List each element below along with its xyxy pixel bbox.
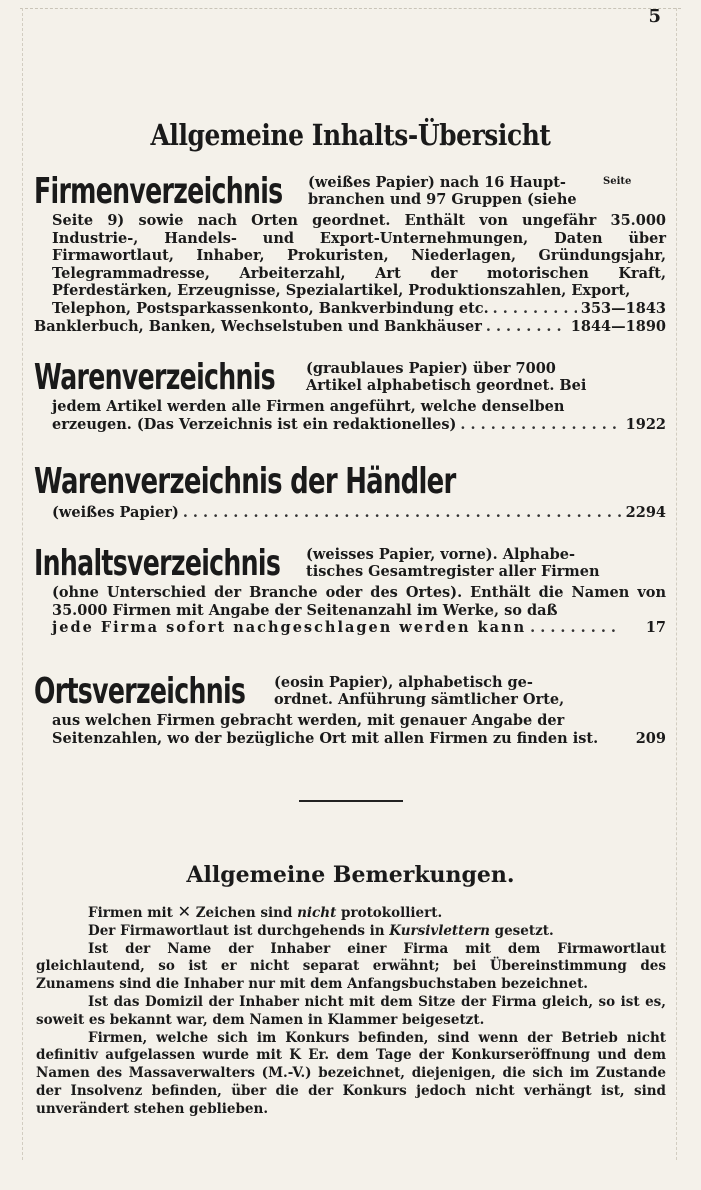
toc-entry[interactable] bbox=[34, 300, 666, 318]
toc-entry[interactable] bbox=[34, 619, 666, 637]
page-edge-top bbox=[20, 8, 681, 9]
section-heading: Ortsverzeichnis bbox=[34, 671, 246, 712]
leader-dots bbox=[493, 300, 577, 318]
remarks-paragraph: Ist der Name der Inhaber einer Firma mit dem Firmawortlaut gleichlautend, so ist er nicht separat erwähnt; bei Übereinstimmung des Zunamens sind die Inhaber nur mit dem Anfangsbuchstaben bezeichnet. bbox=[36, 940, 666, 993]
entry-pages: 1844—1890 bbox=[570, 317, 666, 335]
section-haendlerverzeichnis bbox=[34, 462, 666, 522]
toc-entry[interactable] bbox=[34, 318, 666, 336]
cross-mark-icon: ✕ bbox=[177, 902, 191, 921]
intro-line: ordnet. Anführung sämtlicher Orte, bbox=[274, 691, 565, 708]
entry-label: (weißes Papier) bbox=[52, 504, 179, 521]
toc-entry[interactable] bbox=[34, 504, 666, 522]
remarks-title: Allgemeine Bemerkungen. bbox=[186, 862, 515, 888]
remarks-body bbox=[36, 903, 666, 1119]
seite-column-label: Seite bbox=[603, 176, 632, 187]
intro-line: (graublaues Papier) über 7000 bbox=[306, 360, 556, 377]
entry-label: jede Firma sofort nachgeschlagen werden kann bbox=[52, 619, 527, 637]
remarks-paragraph: Firmen mit ✕ Zeichen sind nicht protokolliert. bbox=[88, 902, 443, 921]
entry-pages: 2294 bbox=[625, 504, 666, 521]
page-title: Allgemeine Inhalts-Übersicht bbox=[150, 118, 551, 152]
entry-label: Banklerbuch, Banken, Wechselstuben und Bankhäuser bbox=[34, 317, 482, 335]
section-ortsverzeichnis bbox=[34, 672, 666, 747]
intro-line: tisches Gesamtregister aller Firmen bbox=[306, 563, 600, 580]
intro-line: branchen und 97 Gruppen (siehe bbox=[308, 191, 577, 208]
remarks-paragraph: Der Firmawortlaut ist durchgehends in Kursivlettern gesetzt. bbox=[88, 922, 554, 939]
section-body: aus welchen Firmen gebracht werden, mit genauer Angabe der bbox=[52, 712, 565, 729]
intro-line: (weisses Papier, vorne). Alphabe- bbox=[306, 546, 575, 563]
intro-line: Artikel alphabetisch geordnet. Bei bbox=[306, 377, 587, 394]
section-heading: Warenverzeichnis der Händler bbox=[34, 461, 456, 502]
entry-pages: 17 bbox=[645, 619, 666, 637]
entry-label: Seitenzahlen, wo der bezügliche Ort mit allen Firmen zu finden ist. bbox=[52, 729, 599, 747]
leader-dots bbox=[530, 619, 622, 637]
section-warenverzeichnis bbox=[34, 358, 666, 433]
section-heading: Firmenverzeichnis bbox=[34, 171, 283, 212]
section-body: jedem Artikel werden alle Firmen angeführt, welche denselben bbox=[52, 398, 565, 415]
section-inhaltsverzeichnis bbox=[34, 544, 666, 637]
page-edge-left bbox=[22, 8, 23, 1160]
section-heading: Inhaltsverzeichnis bbox=[34, 543, 281, 584]
entry-pages: 353—1843 bbox=[580, 299, 666, 317]
toc-entry[interactable] bbox=[34, 416, 666, 434]
leader-dots bbox=[460, 416, 621, 434]
remarks-paragraph: Firmen, welche sich im Konkurs befinden, sind wenn der Betrieb nicht definitiv aufgelassen wurde mit K Er. dem Tage der Konkurseröffnung und dem Namen des Massaverwalters (M.-V.) bezeichnet, diejenigen, die sich im Zustande der Insolvenz befinden, über die der Konkurs jedoch nicht verhängt ist, sind unverändert stehen geblieben. bbox=[36, 1029, 666, 1117]
leader-dots bbox=[183, 504, 622, 522]
section-heading: Warenverzeichnis bbox=[34, 357, 275, 398]
intro-line: (eosin Papier), alphabetisch ge- bbox=[274, 674, 533, 691]
entry-pages: 209 bbox=[635, 729, 666, 747]
section-firmenverzeichnis bbox=[34, 172, 666, 335]
intro-line: (weißes Papier) nach 16 Haupt- bbox=[308, 174, 566, 191]
page-number: 5 bbox=[648, 6, 661, 27]
leader-dots bbox=[486, 318, 567, 336]
section-body: (ohne Unterschied der Branche oder des Ortes). Enthält die Namen von 35.000 Firmen mit Angabe der Seitenanzahl im Werke, so daß bbox=[52, 584, 666, 619]
section-body: Seite 9) sowie nach Orten geordnet. Enthält von ungefähr 35.000 Industrie-, Handels- und Export-Unternehmungen, Daten über Firmawortlaut, Inhaber, Prokuristen, Niederlagen, Gründungsjahr, Telegrammadresse, Arbeiterzahl, Art der motorischen Kraft, Pferdestärken, Erzeugnisse, Spezialartikel, Produktionszahlen, Export, bbox=[52, 212, 666, 300]
remarks-paragraph: Ist das Domizil der Inhaber nicht mit dem Sitze der Firma gleich, so ist es, soweit es bekannt war, dem Namen in Klammer beigesetzt. bbox=[36, 993, 666, 1028]
entry-label: erzeugen. (Das Verzeichnis ist ein redaktionelles) bbox=[52, 415, 457, 433]
entry-label: Telephon, Postsparkassenkonto, Bankverbindung etc. bbox=[52, 299, 489, 317]
divider-rule bbox=[299, 800, 403, 802]
toc-entry[interactable] bbox=[34, 730, 666, 748]
page-edge-right bbox=[676, 8, 677, 1160]
entry-pages: 1922 bbox=[625, 415, 666, 433]
